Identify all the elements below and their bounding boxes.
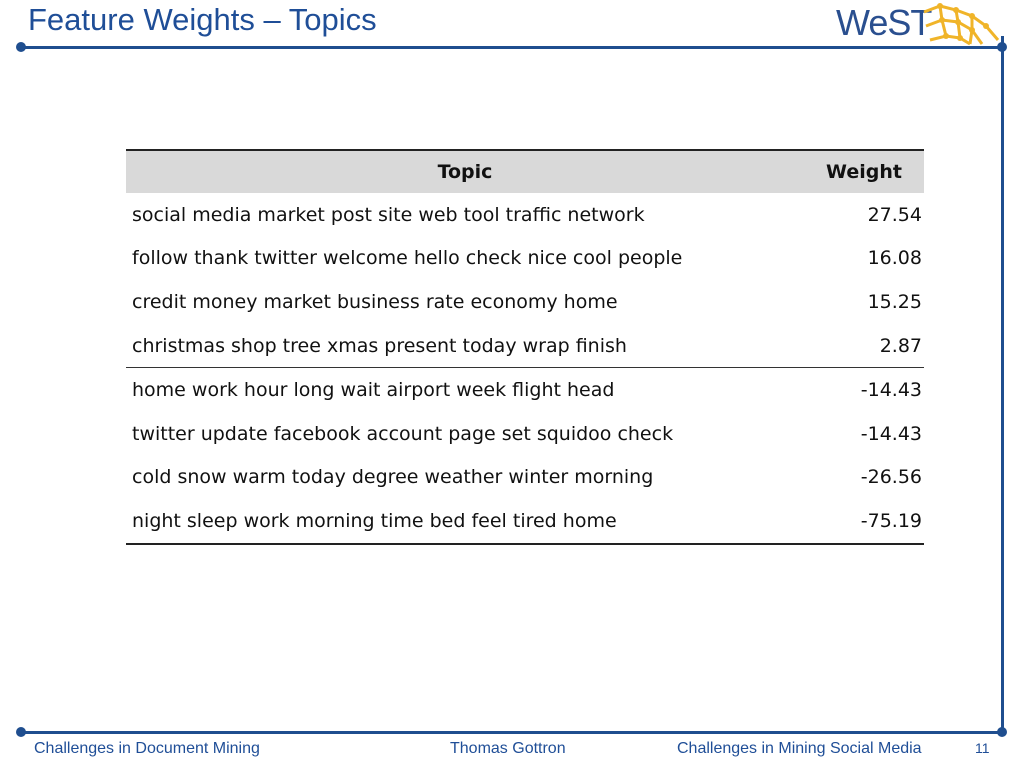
page-number: 11 — [975, 740, 990, 756]
topic-cell: home work hour long wait airport week flight head — [132, 379, 615, 402]
logo-text: WeST — [836, 2, 932, 43]
topic-cell: christmas shop tree xmas present today wrap finish — [126, 324, 804, 368]
table-header-row — [126, 150, 924, 193]
footer-dot-left — [16, 727, 26, 737]
topic-cell: credit money market business rate economy home — [132, 290, 618, 313]
weight-cell: 16.08 — [867, 247, 922, 270]
footer-rule — [20, 731, 1004, 734]
table-row — [126, 324, 924, 368]
weight-cell: 27.54 — [867, 203, 922, 226]
weight-cell: -14.43 — [860, 422, 922, 445]
table-row — [126, 193, 924, 237]
footer-dot-right — [997, 727, 1007, 737]
west-logo — [836, 0, 1006, 50]
header-dot-left — [16, 42, 26, 52]
weight-cell: -75.19 — [804, 499, 924, 544]
right-rule — [1001, 36, 1004, 734]
weight-cell: 2.87 — [804, 324, 924, 368]
weight-cell: -14.43 — [860, 379, 922, 402]
column-header-topic: Topic — [126, 150, 804, 193]
footer-left-text: Challenges in Document Mining — [34, 740, 260, 757]
header-dot-right — [997, 42, 1007, 52]
header-rule — [20, 46, 1004, 49]
topic-weight-table — [126, 149, 924, 545]
weight-cell: 15.25 — [867, 290, 922, 313]
topic-cell: social media market post site web tool traffic network — [132, 203, 645, 226]
footer-author: Thomas Gottron — [450, 740, 566, 757]
table-row — [126, 368, 924, 412]
table-row — [126, 499, 924, 544]
topic-cell: twitter update facebook account page set squidoo check — [132, 422, 674, 445]
table-row — [126, 412, 924, 456]
table-row — [126, 237, 924, 281]
slide-title: Feature Weights – Topics — [28, 2, 377, 37]
table-row — [126, 456, 924, 500]
topic-cell: night sleep work morning time bed feel tired home — [126, 499, 804, 544]
table-row — [126, 280, 924, 324]
weight-cell: -26.56 — [860, 466, 922, 489]
topic-cell: follow thank twitter welcome hello check nice cool people — [132, 247, 683, 270]
topic-cell: cold snow warm today degree weather winter morning — [132, 466, 654, 489]
logo-network-icon — [920, 0, 1010, 50]
footer-right-text: Challenges in Mining Social Media — [677, 740, 922, 757]
column-header-weight: Weight — [804, 150, 924, 193]
